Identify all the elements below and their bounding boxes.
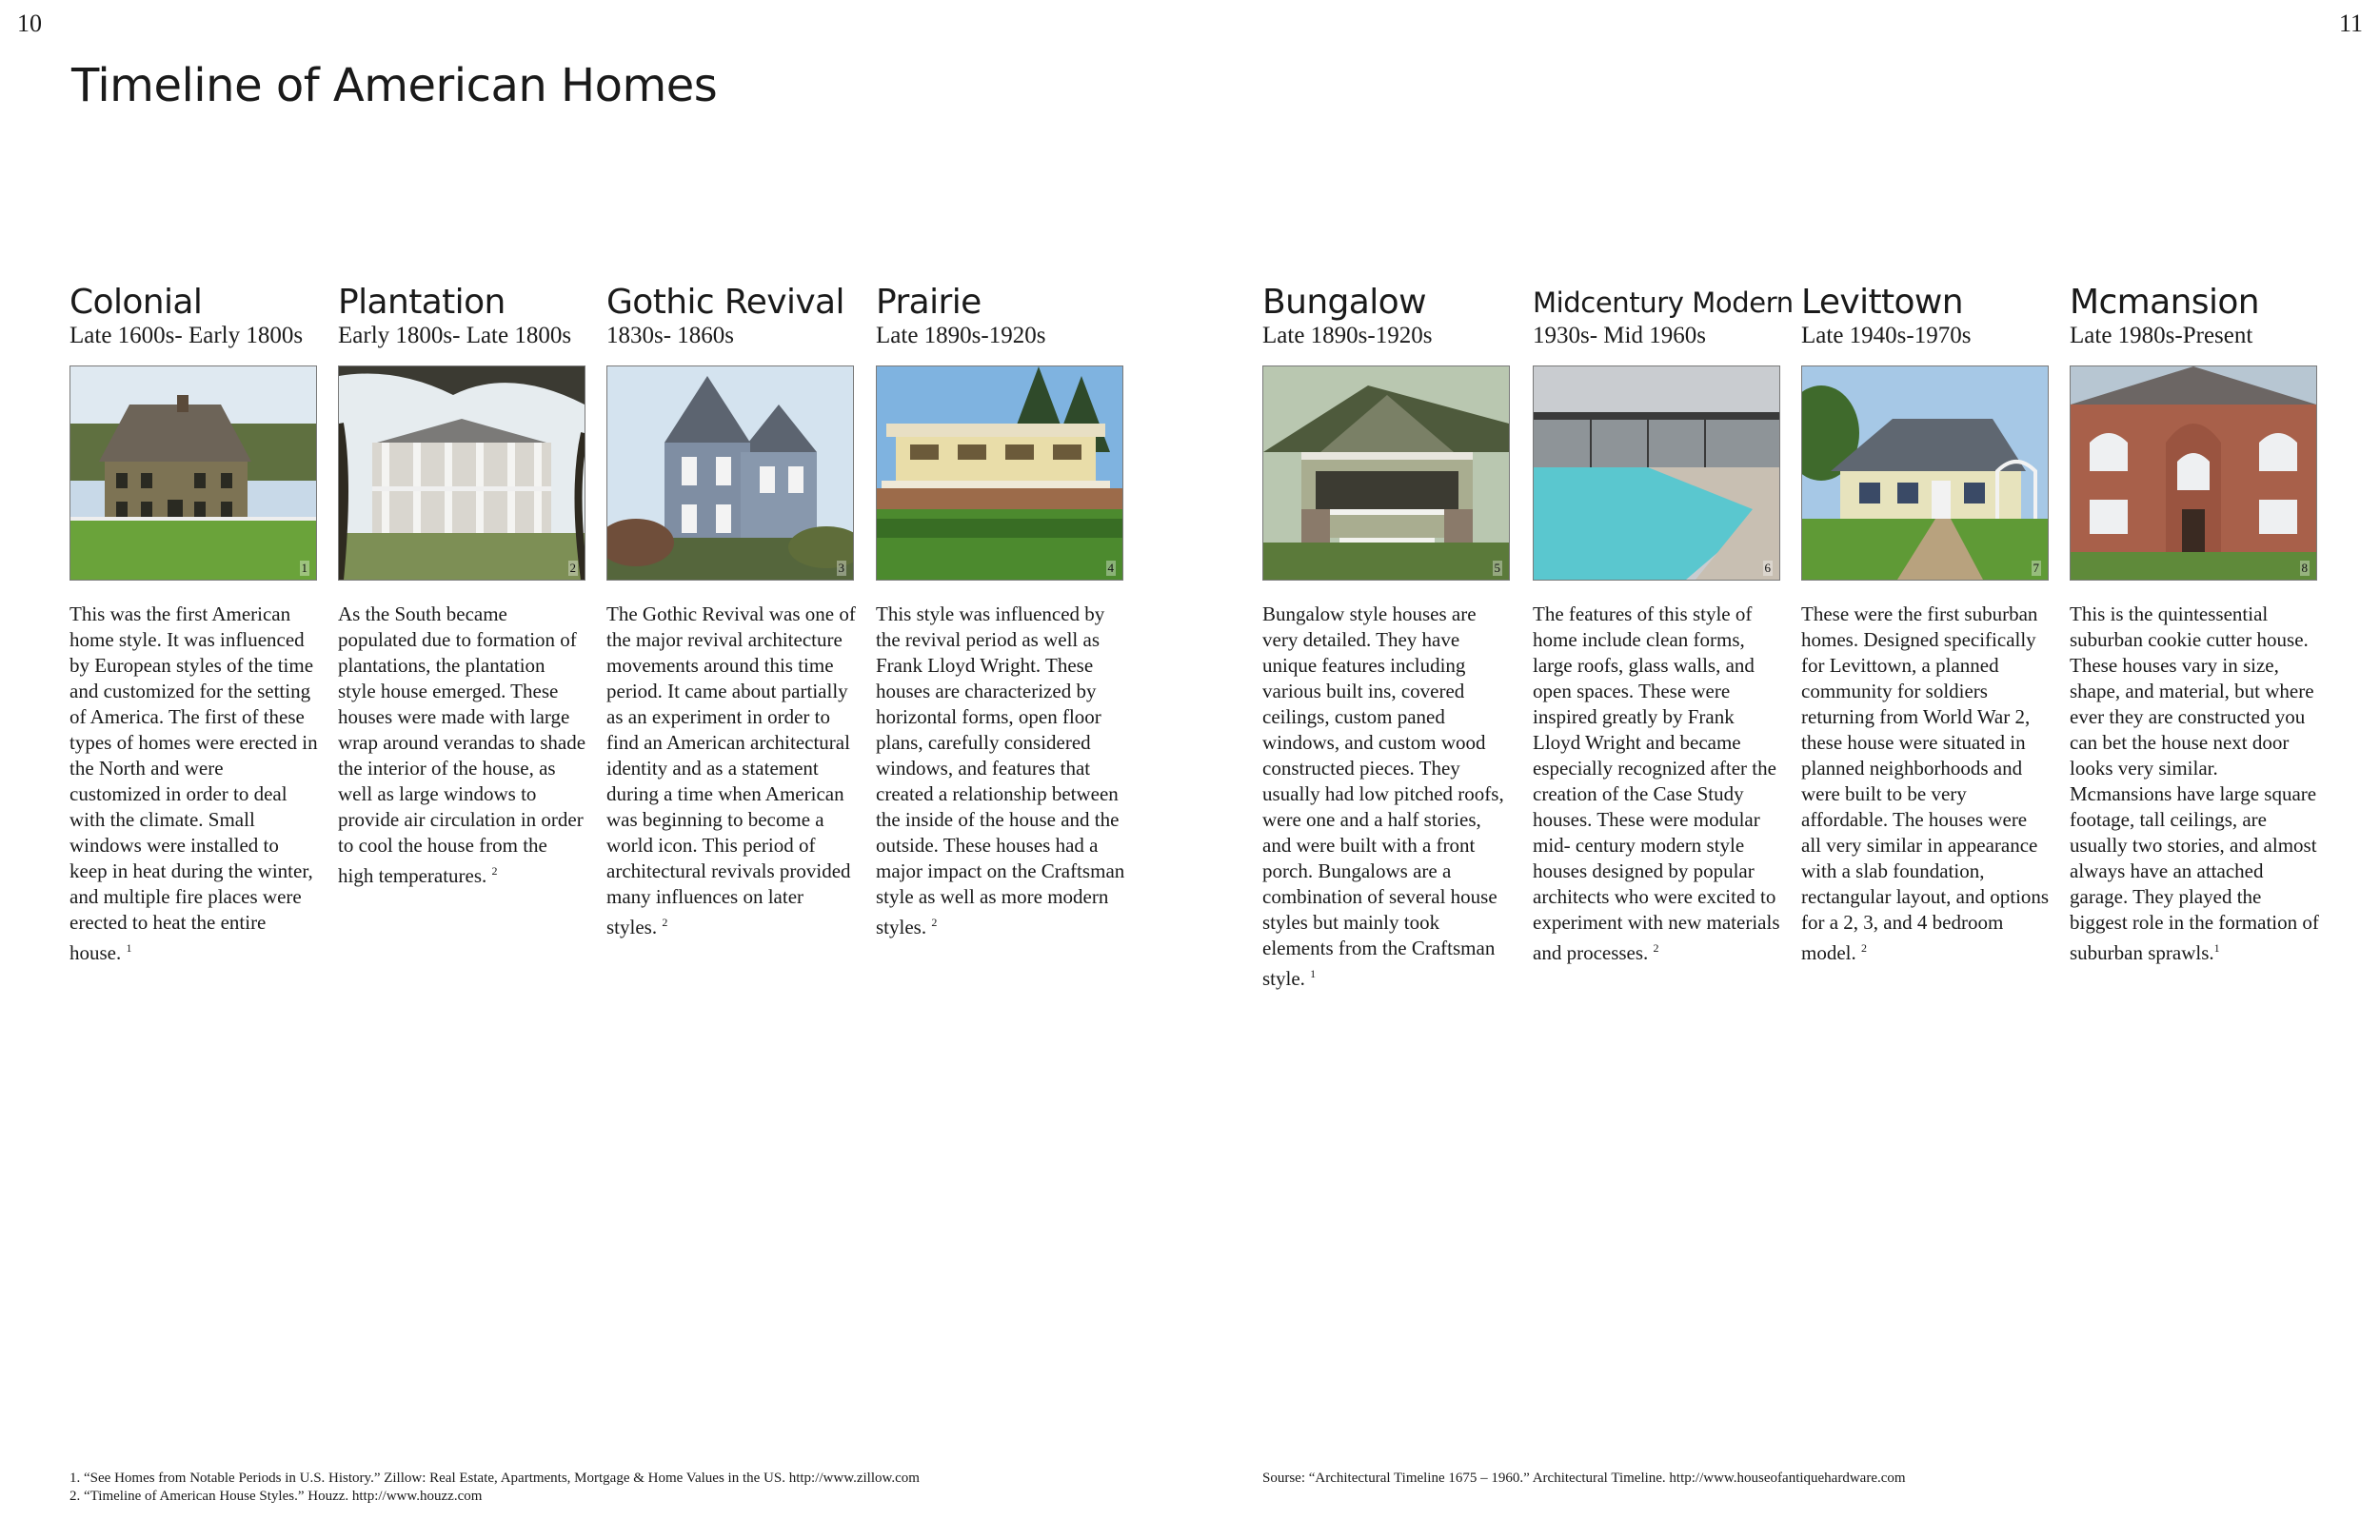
photo-number: 1 (301, 561, 307, 575)
plantation-house-photo (338, 365, 585, 581)
entry-dates: 1930s- Mid 1960s (1533, 323, 1706, 348)
footnote-ref: 2 (1653, 941, 1659, 955)
entry-gothic-revival (606, 284, 856, 940)
entry-description-text: This style was influenced by the revival period as well as Frank Lloyd Wright. These houses are characterized by horizontal forms, open floor plans, carefully considered windows, and features that created a relationship between the inside of the house and the outside. These houses had a major impact on the Craftsman style as well as more modern styles. (876, 602, 1125, 938)
footnote-ref: 1 (1310, 967, 1317, 980)
entry-description-text: Bungalow style houses are very detailed. They have unique features including various built ins, covered ceilings, custom paned windows, and custom wood constructed pieces. They usually had low pitched roofs, were one and a half stories, and were built with a front porch. Bungalows are a combination of several house styles but mainly took elements from the Craftsman style. (1262, 602, 1504, 990)
photo-number: 4 (1107, 561, 1114, 575)
page-title: Timeline of American Homes (71, 59, 718, 112)
entry-dates: Late 1940s-1970s (1801, 323, 1972, 348)
footnote-ref: 2 (1861, 941, 1867, 955)
bungalow-house-photo (1262, 365, 1510, 581)
entry-dates: Late 1890s-1920s (1262, 323, 1433, 348)
photo-number: 8 (2301, 561, 2308, 575)
footnotes (69, 1470, 926, 1506)
footnote-2: 2. “Timeline of American House Styles.” Houzz. http://www.houzz.com (69, 1489, 483, 1504)
page-number-right: 11 (2338, 10, 2363, 37)
entry-name: Plantation (338, 283, 506, 322)
entry-name: Midcentury Modern (1533, 286, 1794, 319)
midcentury-modern-house-photo (1533, 365, 1780, 581)
entry-description-text: This was the first American home style. It was influenced by European styles of the time and customized for the setting of America. The first of these types of homes were erected in the North and were customized in order to deal with the climate. Small windows were installed to keep in heat during the winter, and multiple fire places were erected to heat the entire house. (69, 602, 318, 964)
levittown-house-photo (1801, 365, 2049, 581)
footnote-1: 1. “See Homes from Notable Periods in U.S. History.” Zillow: Real Estate, Apartments, Mortgage & Home Values in the US. http://www.zillow.com (69, 1471, 920, 1486)
entry-name: Colonial (69, 283, 203, 322)
prairie-house-photo (876, 365, 1123, 581)
entry-dates: Late 1980s-Present (2070, 323, 2253, 348)
entry-prairie (876, 284, 1125, 940)
footnote-ref: 2 (491, 864, 498, 878)
entry-description-text: As the South became populated due to formation of plantations, the plantation style house emerged. These houses were made with large wrap around verandas to shade the interior of the house, as well as large windows to provide air circulation in order to cool the house from the high temperatures. (338, 602, 586, 887)
footnote-ref: 1 (126, 941, 132, 955)
entry-description (876, 602, 1125, 940)
entry-bungalow (1262, 284, 1512, 992)
entry-mcmansion (2070, 284, 2319, 966)
entry-description (2070, 602, 2319, 966)
photo-number: 2 (569, 561, 576, 575)
entry-description (69, 602, 319, 966)
entry-description (606, 602, 856, 940)
footnote-ref: 2 (662, 916, 668, 929)
page-number-left: 10 (17, 10, 42, 37)
entry-name: Levittown (1801, 283, 1963, 322)
photo-number: 5 (1494, 561, 1500, 575)
entry-name: Prairie (876, 283, 982, 322)
entry-description (1533, 602, 1782, 966)
entry-description-text: These were the first suburban homes. Designed specifically for Levittown, a planned community for soldiers returning from World War 2, these house were situated in planned neighborhoods and were built to be very affordable. The houses were all very similar in appearance with a slab foundation, rectangular layout, and options for a 2, 3, and 4 bedroom model. (1801, 602, 2050, 964)
entry-description (1262, 602, 1512, 992)
entry-dates: Early 1800s- Late 1800s (338, 323, 572, 348)
entry-description (1801, 602, 2051, 966)
entry-description-text: This is the quintessential suburban cookie cutter house. These houses vary in size, shape, and material, but where ever they are constructed you can bet the house next door looks very similar. Mcmansions have large square footage, tall ceilings, are usually two stories, and almost always have an attached garage. They played the biggest role in the formation of suburban sprawls. (2070, 602, 2319, 964)
entry-levittown (1801, 284, 2051, 966)
mcmansion-house-photo (2070, 365, 2317, 581)
colonial-house-photo (69, 365, 317, 581)
source-citation: Sourse: “Architectural Timeline 1675 – 1960.” Architectural Timeline. http://www.houseofantiquehardware.com (1262, 1471, 1906, 1486)
entry-dates: Late 1600s- Early 1800s (69, 323, 304, 348)
photo-number: 7 (2033, 561, 2039, 575)
photo-number: 6 (1764, 561, 1771, 575)
entry-colonial (69, 284, 319, 966)
entry-name: Bungalow (1262, 283, 1426, 322)
entry-midcentury-modern (1533, 284, 1794, 966)
entry-dates: 1830s- 1860s (606, 323, 735, 348)
gothic-revival-house-photo (606, 365, 854, 581)
footnote-ref: 1 (2213, 941, 2220, 955)
footnote-ref: 2 (931, 916, 938, 929)
entry-name: Mcmansion (2070, 283, 2259, 322)
entry-description-text: The Gothic Revival was one of the major revival architecture movements around this time period. It came about partially as an experiment in order to find an American architectural identity and as a statement during a time when American was beginning to become a world icon. This period of architectural revivals provided many influences on later styles. (606, 602, 856, 938)
entry-plantation (338, 284, 587, 889)
entry-description-text: The features of this style of home include clean forms, large roofs, glass walls, and open spaces. These were inspired greatly by Frank Lloyd Wright and became especially recognized after the creation of the Case Study houses. These were modular mid- century modern style houses designed by popular architects who were excited to experiment with new materials and processes. (1533, 602, 1780, 964)
entry-description (338, 602, 587, 889)
entry-name: Gothic Revival (606, 283, 844, 322)
entry-dates: Late 1890s-1920s (876, 323, 1046, 348)
photo-number: 3 (838, 561, 844, 575)
